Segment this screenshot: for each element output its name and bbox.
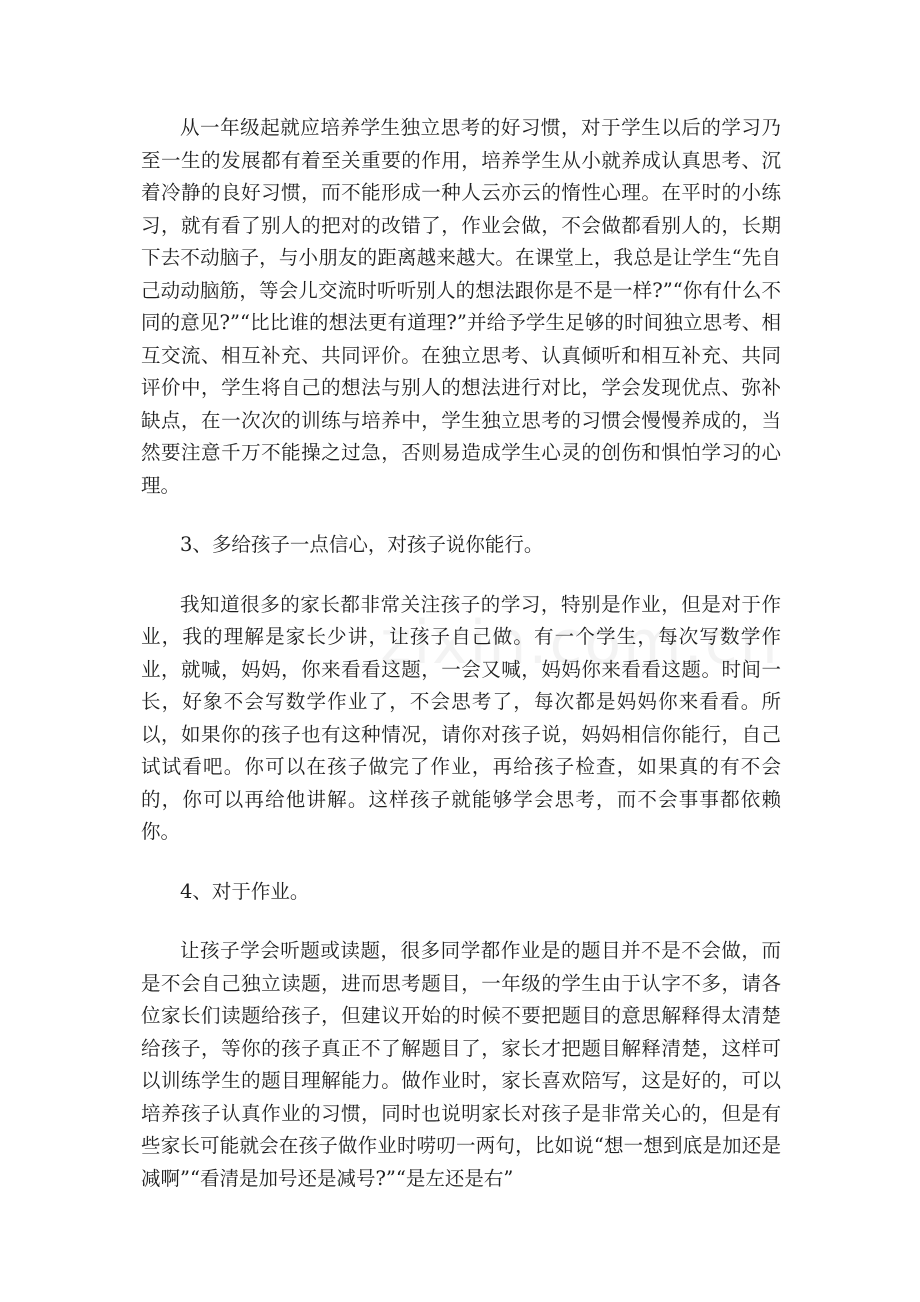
document-body [141, 112, 781, 1222]
paragraph-homework: 让孩子学会听题或读题，很多同学都作业是的题目并不是不会做，而是不会自己独立读题，进而思考题目，一年级的学生由于认字不多，请各位家长们读题给孩子，但建议开始的时候不要把题目的意思解释得太清楚给孩子，等你的孩子真正不了解题目了，家长才把题目解释清楚，这样可以训练学生的题目理解能力。做作业时，家长喜欢陪写，这是好的，可以培养孩子认真作业的习惯，同时也说明家长对孩子是非常关心的，但是有些家长可能就会在孩子做作业时唠叨一两句，比如说“想一想到底是加还是减啊”“看清是加号还是减号?”“是左还是右” [141, 939, 781, 1190]
section-heading-4: 4、对于作业。 [180, 879, 310, 903]
paragraph-confidence: 我知道很多的家长都非常关注孩子的学习，特别是作业，但是对于作业，我的理解是家长少讲，让孩子自己做。有一个学生，每次写数学作业，就喊，妈妈，你来看看这题，一会又喊，妈妈你来看看这题。时间一长，好象不会写数学作业了，不会思考了，每次都是妈妈你来看看。所以，如果你的孩子也有这种情况，请你对孩子说，妈妈相信你能行，自己试试看吧。你可以在孩子做完了作业，再给孩子检查，如果真的有不会的，你可以再给他讲解。这样孩子就能够学会思考，而不会事事都依赖你。 [141, 592, 781, 843]
section-heading-3: 3、多给孩子一点信心，对孩子说你能行。 [180, 533, 544, 556]
paragraph-independent-thinking: 从一年级起就应培养学生独立思考的好习惯，对于学生以后的学习乃至一生的发展都有着至关重要的作用，培养学生从小就养成认真思考、沉着冷静的良好习惯，而不能形成一种人云亦云的惰性心理。在平时的小练习，就有看了别人的把对的改错了，作业会做，不会做都看别人的，长期下去不动脑子，与小朋友的距离越来越大。在课堂上，我总是让学生“先自己动动脑筋，等会儿交流时听听别人的想法跟你是不是一样?”“你有什么不同的意见?”“比比谁的想法更有道理?”并给予学生足够的时间独立思考、相互交流、相互补充、共同评价。在独立思考、认真倾听和相互补充、共同评价中，学生将自己的想法与别人的想法进行对比，学会发现优点、弥补缺点，在一次次的训练与培养中，学生独立思考的习惯会慢慢养成的，当然要注意千万不能操之过急，否则易造成学生心灵的创伤和惧怕学习的心理。 [141, 116, 781, 497]
